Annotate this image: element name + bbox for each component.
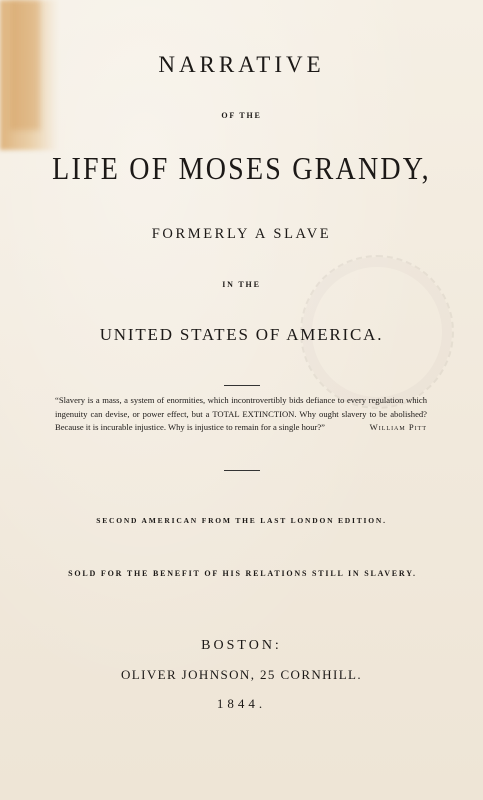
edition-note: SECOND AMERICAN FROM THE LAST LONDON EDITION. — [96, 516, 387, 525]
imprint-publisher: OLIVER JOHNSON, 25 CORNHILL. — [120, 667, 363, 682]
title-of-the: OF THE — [221, 111, 262, 120]
epigraph-author: William Pitt — [369, 422, 427, 432]
title-formerly-a-slave: FORMERLY A SLAVE — [151, 226, 332, 242]
epigraph — [55, 394, 427, 435]
imprint-city: BOSTON: — [201, 638, 282, 653]
title-narrative: NARRATIVE — [158, 52, 325, 77]
title-in-the: IN THE — [222, 280, 261, 289]
epigraph-text: “Slavery is a mass, a system of enormities, which incontrovertibly bids defiance to every regulation which ingenuity can devise, or power effect, but a TOTAL EXTINCTION. Why ought slavery to be abolished? Because it is incurable injustice. Why is injustice to remain for a single hour?” — [55, 395, 427, 432]
imprint-year: 1844. — [216, 696, 267, 711]
divider-bottom — [224, 470, 260, 471]
divider-top — [224, 385, 260, 386]
title-united-states: UNITED STATES OF AMERICA. — [99, 325, 384, 344]
title-main: LIFE OF MOSES GRANDY, — [52, 152, 431, 187]
sold-for-benefit-note: SOLD FOR THE BENEFIT OF HIS RELATIONS STILL IN SLAVERY. — [68, 569, 417, 578]
